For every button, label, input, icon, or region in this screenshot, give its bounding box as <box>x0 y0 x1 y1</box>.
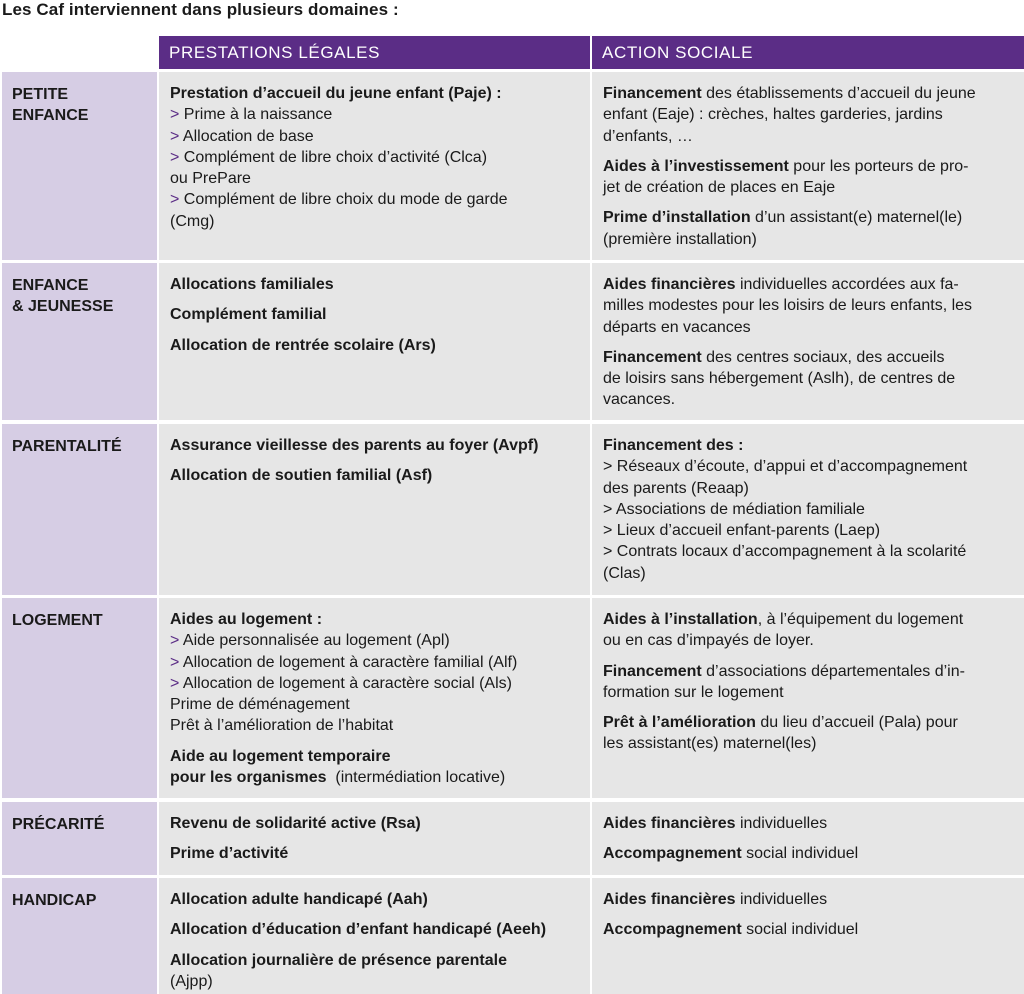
chevron-right-icon: > <box>170 127 180 145</box>
action-paragraph <box>603 207 1014 250</box>
row-label-precarite: PRÉCARITÉ <box>2 802 157 875</box>
list-item-cont: des parents (Reaap) <box>603 479 749 497</box>
action-keyword: Financement <box>603 662 702 680</box>
list-item: Prime de déménagement <box>170 696 350 714</box>
cell-prestations-logement <box>159 598 590 798</box>
prestation-item: Allocation de rentrée scolaire (Ars) <box>170 336 436 354</box>
action-text: , à l’équipement du logement <box>757 611 964 628</box>
chevron-right-icon: > <box>170 191 180 209</box>
list-item: Allocation de logement à caractère social (Als) <box>182 674 512 692</box>
header-action-sociale: ACTION SOCIALE <box>592 36 1024 69</box>
cell-action-petite-enfance <box>592 72 1024 260</box>
action-keyword: Financement <box>603 85 702 102</box>
chevron-right-icon: > <box>170 148 180 166</box>
prestation-note: (intermédiation locative) <box>326 769 506 787</box>
action-keyword: Aides financières <box>603 815 736 832</box>
cell-prestations-parentalite <box>159 424 590 595</box>
action-keyword: Aides financières <box>603 891 736 908</box>
prestation-item: Assurance vieillesse des parents au foyer (Avpf) <box>170 437 539 454</box>
action-keyword: Aides à l’investissement <box>603 157 789 175</box>
row-label-handicap: HANDICAP <box>2 878 157 994</box>
list-item: Allocation de logement à caractère familial (Alf) <box>182 653 518 671</box>
action-keyword: Financement <box>603 348 702 366</box>
row-label-petite-enfance <box>2 72 157 260</box>
row-label-logement: LOGEMENT <box>2 598 157 798</box>
action-paragraph <box>603 661 1014 704</box>
cell-action-logement <box>592 598 1024 798</box>
list-item-cont: (Cmg) <box>170 212 215 230</box>
prestation-item: Allocation d’éducation d’enfant handicapé (Aeeh) <box>170 921 547 939</box>
cell-prestations-petite-enfance <box>159 72 590 260</box>
action-text: de loisirs sans hébergement (Aslh), de centres de <box>603 370 956 388</box>
list-item: > Contrats locaux d’accompagnement à la scolarité <box>603 543 967 561</box>
cell-prestations-precarite <box>159 802 590 875</box>
list-item: > Lieux d’accueil enfant-parents (Laep) <box>603 522 881 540</box>
action-text: individuelles <box>735 815 828 832</box>
action-text: pour les porteurs de pro- <box>788 157 969 175</box>
prestation-heading: Prestation d’accueil du jeune enfant (Paje) : <box>170 85 502 102</box>
action-text: d’un assistant(e) maternel(le) <box>750 209 963 227</box>
prestation-item: Allocation adulte handicapé (Aah) <box>170 891 428 908</box>
prestation-item: pour les organismes <box>170 769 327 787</box>
action-text: jet de création de places en Eaje <box>603 179 836 197</box>
row-label-parentalite: PARENTALITÉ <box>2 424 157 595</box>
action-text: social individuel <box>741 921 859 939</box>
action-text: du lieu d’accueil (Pala) pour <box>755 714 958 732</box>
action-text: vacances. <box>603 391 676 409</box>
list-item-cont: ou PrePare <box>170 170 251 188</box>
list-item: Aide personnalisée au logement (Apl) <box>182 632 450 650</box>
cell-prestations-enfance-jeunesse <box>159 263 590 420</box>
action-keyword: Aides financières <box>603 276 736 293</box>
row-label-enfance-jeunesse <box>2 263 157 420</box>
action-keyword: Accompagnement <box>603 845 742 863</box>
list-item: Allocation de base <box>182 127 314 145</box>
action-text: des établissements d’accueil du jeune <box>701 85 976 102</box>
prestation-item-cont: (Ajpp) <box>170 972 213 990</box>
prestation-item: Aide au logement temporaire <box>170 747 391 765</box>
action-text: milles modestes pour les loisirs de leurs enfants, les <box>603 297 973 315</box>
action-text: d’enfants, … <box>603 127 693 145</box>
action-keyword: Financement des : <box>603 437 744 454</box>
list-item: Prime à la naissance <box>183 106 333 124</box>
action-keyword: Accompagnement <box>603 921 742 939</box>
list-item: Prêt à l’amélioration de l’habitat <box>170 717 394 735</box>
chevron-right-icon: > <box>170 674 180 692</box>
action-text: des centres sociaux, des accueils <box>701 348 945 366</box>
prestation-item: Complément familial <box>170 306 327 324</box>
action-text: ou en cas d’impayés de loyer. <box>603 632 814 650</box>
action-paragraph <box>603 712 1014 755</box>
action-text: enfant (Eaje) : crèches, haltes garderies, jardins <box>603 106 943 124</box>
list-item: Complément de libre choix du mode de garde <box>183 191 508 209</box>
cell-action-handicap <box>592 878 1024 994</box>
cell-action-enfance-jeunesse <box>592 263 1024 420</box>
list-item: > Associations de médiation familiale <box>603 500 865 518</box>
action-paragraph <box>603 609 1014 652</box>
action-paragraph <box>603 83 1014 147</box>
action-text: départs en vacances <box>603 318 751 336</box>
action-paragraph <box>603 347 1014 411</box>
header-prestations-legales: PRESTATIONS LÉGALES <box>159 36 590 69</box>
action-text: d’associations départementales d’in- <box>701 662 965 680</box>
action-text: social individuel <box>741 845 859 863</box>
chevron-right-icon: > <box>170 106 180 124</box>
list-item-cont: (Clas) <box>603 564 646 582</box>
action-text: (première installation) <box>603 230 757 248</box>
action-keyword: Prime d’installation <box>603 209 751 227</box>
action-text: les assistant(es) maternel(les) <box>603 735 817 753</box>
row-label-line: PETITE <box>12 86 69 103</box>
cell-prestations-handicap <box>159 878 590 994</box>
prestation-heading: Aides au logement : <box>170 611 323 628</box>
prestation-item: Revenu de solidarité active (Rsa) <box>170 815 421 832</box>
row-label-line: ENFANCE <box>12 107 89 124</box>
prestation-item: Allocations familiales <box>170 276 334 293</box>
page-title: Les Caf interviennent dans plusieurs domaines : <box>2 0 399 19</box>
prestation-item: Allocation journalière de présence parentale <box>170 951 507 969</box>
action-paragraph <box>603 156 1014 199</box>
chevron-right-icon: > <box>170 653 180 671</box>
action-text: individuelles accordées aux fa- <box>735 276 959 293</box>
chevron-right-icon: > <box>170 632 180 650</box>
action-paragraph <box>603 274 1014 338</box>
list-item: > Réseaux d’écoute, d’appui et d’accompagnement <box>603 458 968 476</box>
action-keyword: Aides à l’installation <box>603 611 758 628</box>
list-item: Complément de libre choix d’activité (Clca) <box>183 148 488 166</box>
action-text: individuelles <box>735 891 828 908</box>
row-label-line: ENFANCE <box>12 277 89 294</box>
prestation-item: Allocation de soutien familial (Asf) <box>170 467 433 485</box>
cell-action-parentalite <box>592 424 1024 595</box>
cell-action-precarite <box>592 802 1024 875</box>
row-label-line: & JEUNESSE <box>12 298 114 315</box>
action-keyword: Prêt à l’amélioration <box>603 714 756 732</box>
prestation-item: Prime d’activité <box>170 845 289 863</box>
action-text: formation sur le logement <box>603 683 784 701</box>
